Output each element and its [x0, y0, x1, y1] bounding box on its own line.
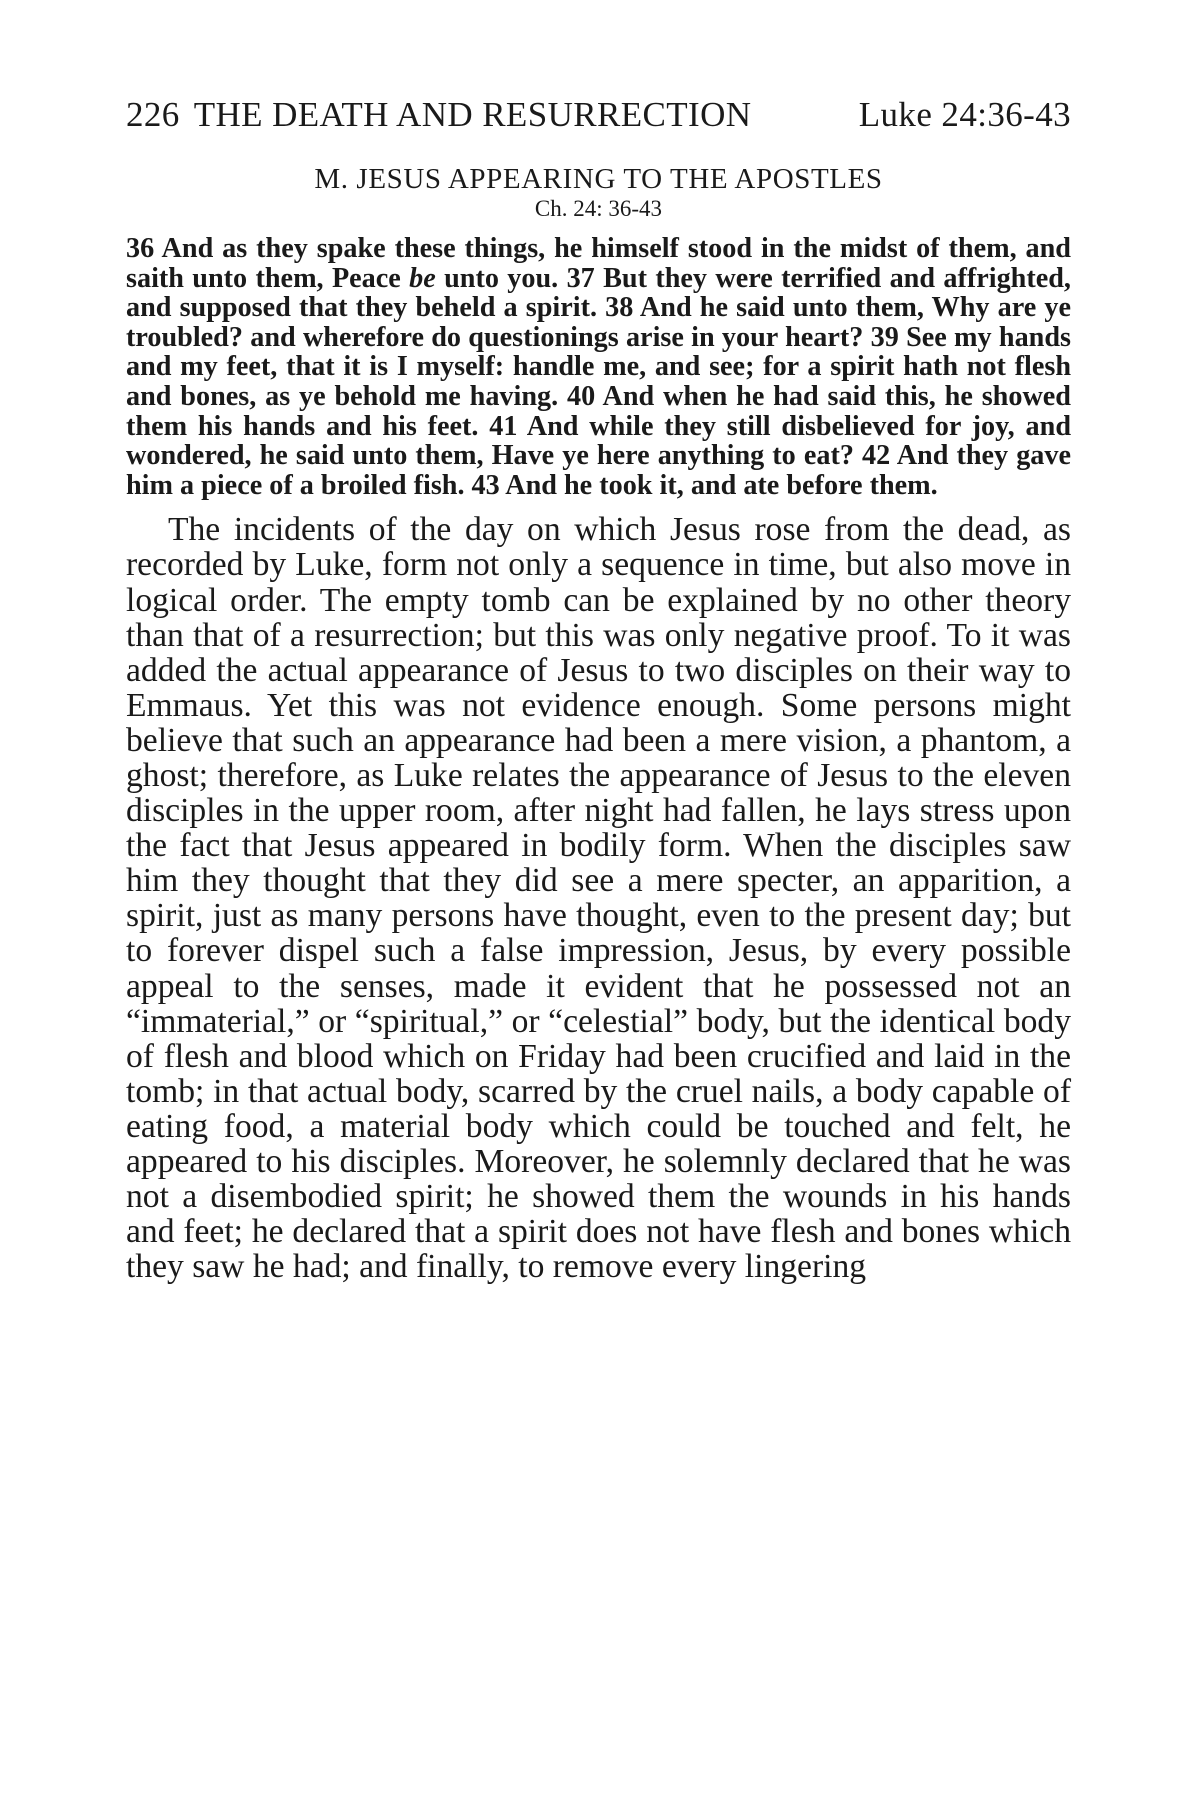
- scripture-italic-word: be: [409, 262, 436, 294]
- commentary-paragraph: The incidents of the day on which Jesus rose from the dead, as recorded by Luke, form not only a sequence in time, but also move in logical order. The empty tomb can be explained by no other theory than that of a resurrection; but this was only negative proof. To it was added the actual appearance of Jesus to two disciples on their way to Emmaus. Yet this was not evidence enough. Some persons might believe that such an appearance had been a mere vision, a phantom, a ghost; therefore, as Luke relates the appearance of Jesus to the eleven disciples in the upper room, after night had fallen, he lays stress upon the fact that Jesus appeared in bodily form. When the disciples saw him they thought that they did see a mere specter, an apparition, a spirit, just as many persons have thought, even to the present day; but to forever dispel such a false impression, Jesus, by every possible appeal to the senses, made it evident that he possessed not an “immaterial,” or “spiritual,” or “celestial” body, but the identical body of flesh and blood which on Friday had been crucified and laid in the tomb; in that actual body, scarred by the cruel nails, a body capable of eating food, a material body which could be touched and felt, he appeared to his disciples. Moreover, he solemnly declared that he was not a disembodied spirit; he showed them the wounds in his hands and feet; he declared that a spirit does not have flesh and bones which they saw he had; and finally, to remove every lingering: [126, 511, 1071, 1286]
- running-head: [126, 92, 1071, 138]
- book-page: [126, 92, 1071, 1284]
- scripture-text-part1: 36 And as they spake these things, he himself stood in the midst of them, and saith unto them, Peace: [126, 233, 1071, 294]
- section-reference: Ch. 24: 36-43: [534, 196, 663, 221]
- page-number: 226: [126, 95, 180, 134]
- chapter-reference: Luke 24:36-43: [858, 95, 1071, 134]
- running-head-left: [126, 92, 751, 138]
- section-heading: M. JESUS APPEARING TO THE APOSTLES: [314, 163, 883, 195]
- scripture-text-part2: unto you. 37 But they were terrified and affrighted, and supposed that they beheld a spirit. 38 And he said unto them, Why are ye troubled? and wherefore do questionings arise in your heart? 39 See my hands and my feet, that it is I myself: handle me, and see; for a spirit hath not flesh and bones, as ye behold me having. 40 And when he had said this, he showed them his hands and his feet. 41 And while they still disbelieved for joy, and wondered, he said unto them, Have ye here anything to eat? 42 And they gave him a piece of a broiled fish. 43 And he took it, and ate before them.: [126, 262, 1071, 501]
- book-title: THE DEATH AND RESURRECTION: [193, 95, 752, 134]
- scripture-passage: [126, 234, 1071, 500]
